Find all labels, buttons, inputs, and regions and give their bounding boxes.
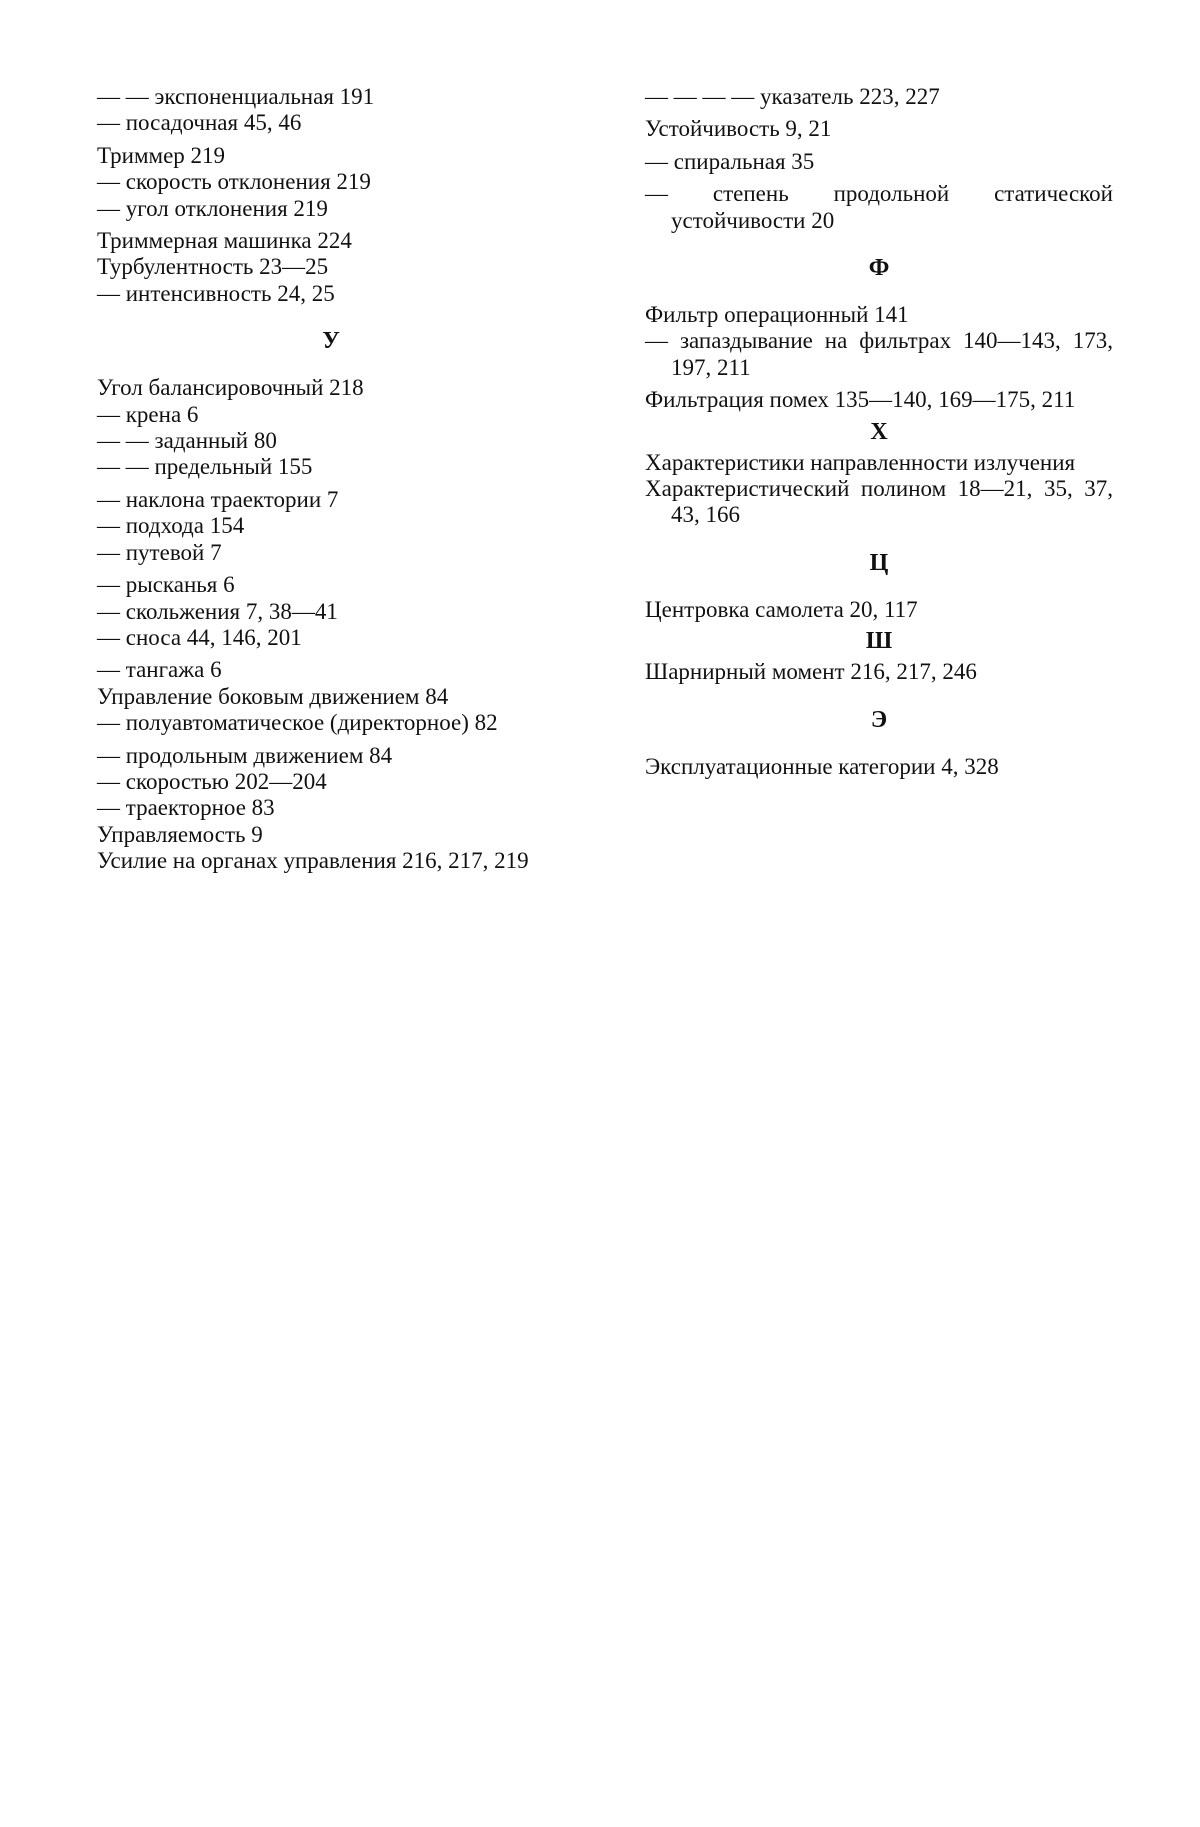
index-entry: Характеристический полином 18—21, 35, 37, 43, 166 bbox=[645, 476, 1113, 528]
index-entry: — скорость отклонения 219 bbox=[97, 169, 371, 195]
index-entry: Эксплуатационные категории 4, 328 bbox=[645, 753, 999, 779]
index-entry: — — экспоненциальная 191 bbox=[97, 84, 375, 109]
index-entry: — скоростью 202—204 bbox=[97, 768, 327, 794]
index-entry: — спиральная 35 bbox=[645, 148, 815, 174]
index-section-letter: У bbox=[322, 328, 340, 355]
index-column-left bbox=[97, 84, 565, 875]
index-entry: — сноса 44, 146, 201 bbox=[97, 624, 302, 650]
index-entry: Управляемость 9 bbox=[97, 821, 263, 847]
index-entry: Турбулентность 23—25 bbox=[97, 254, 329, 280]
index-section-letter: Х bbox=[870, 418, 888, 445]
index-entry: — тангажа 6 bbox=[97, 657, 222, 683]
index-entry: Усилие на органах управления 216, 217, 219 bbox=[97, 848, 529, 874]
index-entry: Угол балансировочный 218 bbox=[97, 375, 364, 401]
index-entry: Триммер 219 bbox=[97, 142, 226, 168]
index-entry: — запаздывание на фильтрах 140—143, 173, 197, 211 bbox=[645, 328, 1113, 380]
index-column-right bbox=[645, 84, 1113, 780]
index-entry: — степень продольной статической устойчивости 20 bbox=[645, 181, 1113, 233]
index-entry: — угол отклонения 219 bbox=[97, 195, 328, 221]
index-entry: — подхода 154 bbox=[97, 513, 245, 539]
index-entry: Устойчивость 9, 21 bbox=[645, 116, 832, 142]
index-entry: Триммерная машинка 224 bbox=[97, 228, 352, 254]
index-entry: — наклона траектории 7 bbox=[97, 486, 339, 512]
index-entry: — скольжения 7, 38—41 bbox=[97, 598, 338, 624]
index-entry: — путевой 7 bbox=[97, 539, 222, 565]
index-entry: Шарнирный момент 216, 217, 246 bbox=[645, 659, 977, 685]
index-entry: Фильтрация помех 135—140, 169—175, 211 bbox=[645, 387, 1076, 413]
index-entry: — — предельный 155 bbox=[97, 454, 313, 480]
index-entry: Центровка самолета 20, 117 bbox=[645, 596, 918, 622]
index-section-letter: Ф bbox=[868, 255, 890, 282]
index-entry: — рысканья 6 bbox=[97, 572, 235, 598]
index-entry: Характеристики направленности излучения bbox=[645, 449, 1076, 475]
index-entry: — — — — указатель 223, 227 bbox=[645, 84, 940, 109]
index-entry: — — заданный 80 bbox=[97, 428, 277, 454]
index-section-letter: Ц bbox=[869, 549, 889, 576]
index-section-letter: Э bbox=[870, 706, 888, 733]
index-section-letter: Ш bbox=[865, 628, 893, 655]
index-entry: — траекторное 83 bbox=[97, 795, 275, 821]
index-entry: Фильтр операционный 141 bbox=[645, 302, 909, 328]
index-entry: — полуавтоматическое (директорное) 82 bbox=[97, 710, 498, 736]
index-entry: Управление боковым движением 84 bbox=[97, 683, 449, 709]
index-entry: — интенсивность 24, 25 bbox=[97, 280, 335, 306]
index-entry: — крена 6 bbox=[97, 401, 199, 427]
index-entry: — посадочная 45, 46 bbox=[97, 110, 302, 136]
index-entry: — продольным движением 84 bbox=[97, 742, 393, 768]
